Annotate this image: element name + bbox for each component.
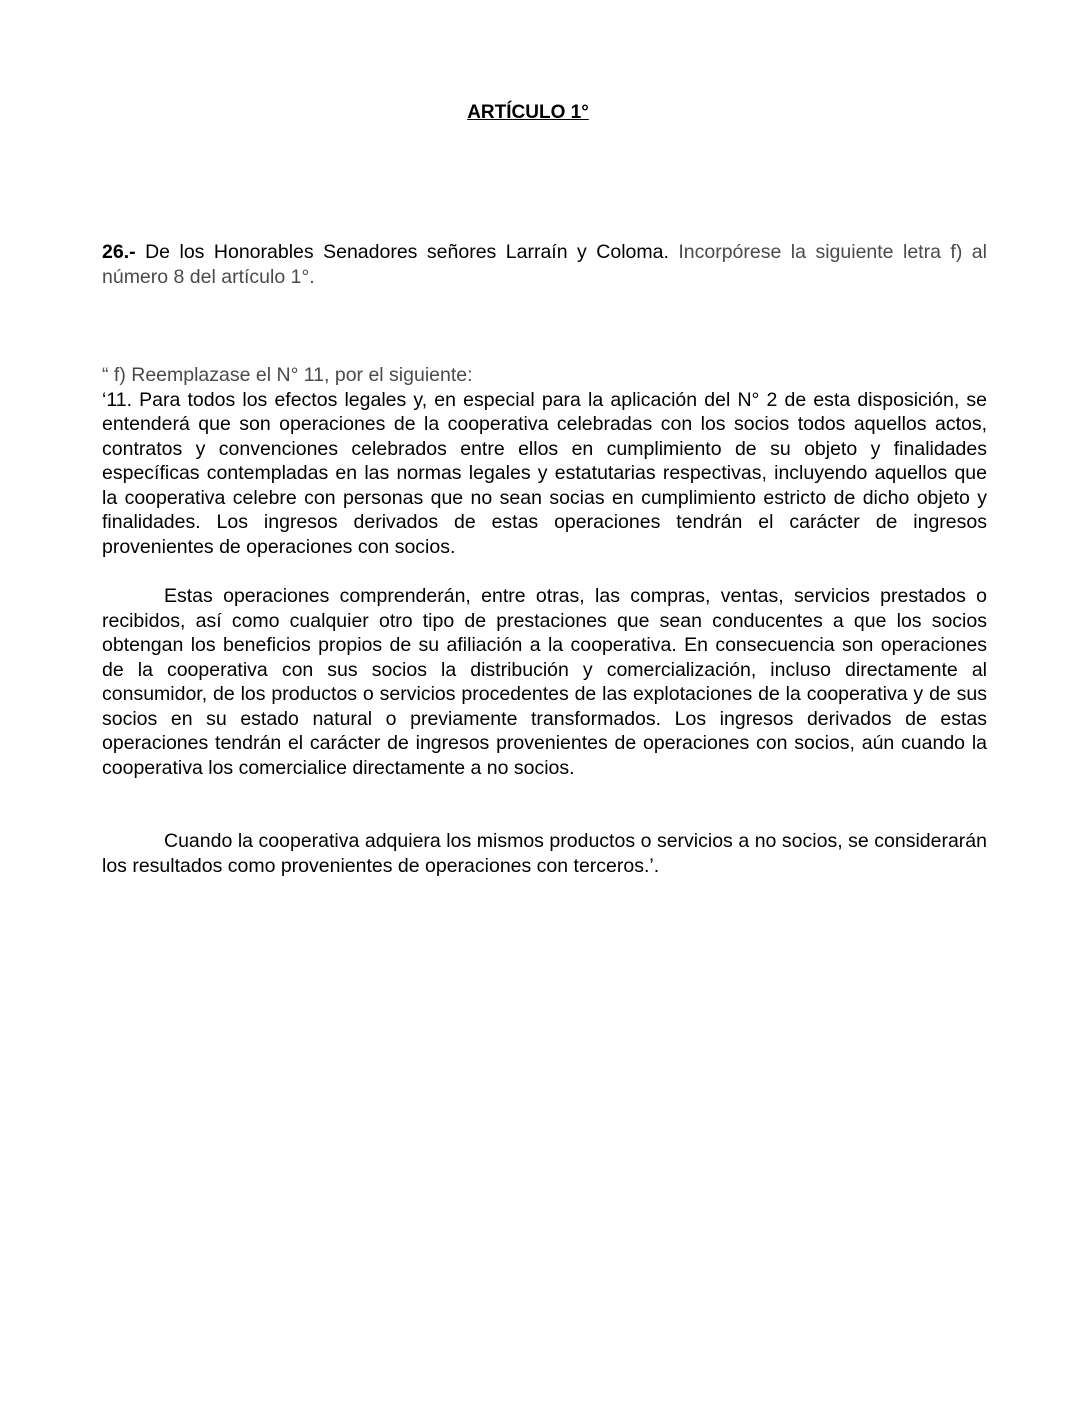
- replacement-heading: “ f) Reemplazase el N° 11, por el siguiente:: [102, 364, 473, 386]
- replacement-paragraph-2-block: [102, 584, 987, 780]
- item-instruction: Incorpórese la siguiente letra f) al número 8 del artículo 1°.: [102, 241, 987, 288]
- replacement-paragraph-2: Estas operaciones comprenderán, entre otras, las compras, ventas, servicios prestados o recibidos, así como cualquier otro tipo de prestaciones que sean conducentes a que los socios obtengan los beneficios propios de su afiliación a la cooperativa. En consecuencia son operaciones de la cooperativa con sus socios la distribución y comercialización, incluso directamente al consumidor, de los productos o servicios procedentes de las explotaciones de la cooperativa y de sus socios en su estado natural o previamente transformados. Los ingresos derivados de estas operaciones tendrán el carácter de ingresos provenientes de operaciones con socios, aún cuando la cooperativa los comercialice directamente a no socios.: [102, 585, 987, 779]
- item-number: 26.-: [102, 241, 136, 263]
- replacement-paragraph-3: Cuando la cooperativa adquiera los mismos productos o servicios a no socios, se considerarán los resultados como provenientes de operaciones con terceros.’.: [102, 830, 987, 877]
- replacement-section: [102, 363, 987, 559]
- item-intro: De los Honorables Senadores señores Larraín y Coloma.: [135, 241, 669, 263]
- replacement-paragraph-3-block: [102, 829, 987, 878]
- item-paragraph: [102, 240, 987, 289]
- article-title: ARTÍCULO 1°: [467, 102, 589, 123]
- replacement-paragraph-1: ‘11. Para todos los efectos legales y, en especial para la aplicación del N° 2 de esta disposición, se entenderá que son operaciones de la cooperativa celebradas con los socios todos aquellos actos, contratos y convenciones celebrados entre ellos en cumplimiento de su objeto y finalidades específicas contempladas en las normas legales y estatutarias respectivas, incluyendo aquellos que la cooperativa celebre con personas que no sean socias en cumplimiento estricto de dicho objeto y finalidades. Los ingresos derivados de estas operaciones tendrán el carácter de ingresos provenientes de operaciones con socios.: [102, 388, 987, 558]
